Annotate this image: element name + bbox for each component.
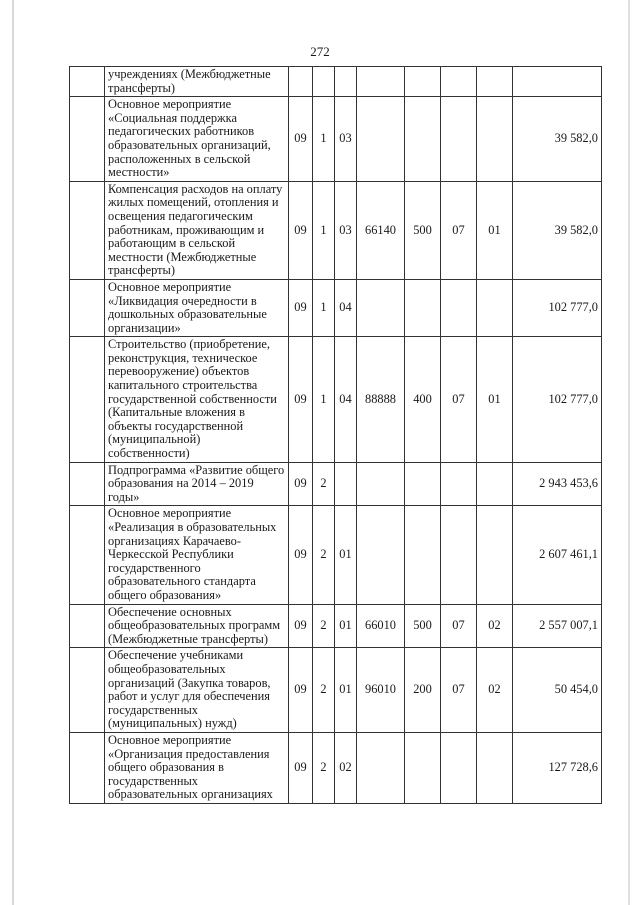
cell-code-1: 09 xyxy=(289,279,313,336)
table-row xyxy=(70,462,602,506)
cell-code-3: 03 xyxy=(335,97,357,182)
cell-code-4: 66140 xyxy=(357,181,405,279)
cell-code-7: 01 xyxy=(477,337,513,462)
cell-amount: 102 777,0 xyxy=(513,279,602,336)
cell-code-7 xyxy=(477,279,513,336)
scan-edge-right xyxy=(628,0,630,905)
cell-amount: 39 582,0 xyxy=(513,97,602,182)
row-name: Основное мероприятие «Организация предоставления общего образования в государственных образовательных организациях xyxy=(105,732,289,803)
cell-code-4 xyxy=(357,462,405,506)
table-row xyxy=(70,279,602,336)
cell-code-6: 07 xyxy=(441,648,477,733)
cell-code-6: 07 xyxy=(441,337,477,462)
cell-code-5 xyxy=(405,506,441,604)
cell-code-4 xyxy=(357,279,405,336)
cell-code-1 xyxy=(289,67,313,97)
cell-code-1: 09 xyxy=(289,462,313,506)
cell-code-4 xyxy=(357,97,405,182)
cell-blank xyxy=(70,337,105,462)
table-row xyxy=(70,648,602,733)
budget-table xyxy=(69,66,602,804)
cell-blank xyxy=(70,97,105,182)
cell-blank xyxy=(70,506,105,604)
cell-code-3 xyxy=(335,67,357,97)
cell-code-7: 02 xyxy=(477,648,513,733)
table-row xyxy=(70,67,602,97)
row-name: Обеспечение основных общеобразовательных программ (Межбюджетные трансферты) xyxy=(105,604,289,648)
cell-code-2: 2 xyxy=(313,462,335,506)
cell-amount: 2 607 461,1 xyxy=(513,506,602,604)
cell-amount: 2 557 007,1 xyxy=(513,604,602,648)
cell-code-7: 01 xyxy=(477,181,513,279)
cell-blank xyxy=(70,279,105,336)
cell-blank xyxy=(70,181,105,279)
cell-code-5: 500 xyxy=(405,181,441,279)
cell-code-2: 2 xyxy=(313,648,335,733)
cell-code-5: 400 xyxy=(405,337,441,462)
cell-amount xyxy=(513,67,602,97)
cell-code-7 xyxy=(477,732,513,803)
cell-code-1: 09 xyxy=(289,604,313,648)
cell-code-5 xyxy=(405,732,441,803)
row-name: Обеспечение учебниками общеобразовательных организаций (Закупка товаров, работ и услуг для обеспечения государственных (муниципальных) нужд) xyxy=(105,648,289,733)
cell-code-4 xyxy=(357,67,405,97)
cell-code-7 xyxy=(477,97,513,182)
row-name: учреждениях (Межбюджетные трансферты) xyxy=(105,67,289,97)
row-name: Строительство (приобретение, реконструкция, техническое перевооружение) объектов капитального строительства государственной собственности (Капитальные вложения в объекты государственной (муниципальной) собственности) xyxy=(105,337,289,462)
cell-code-5: 200 xyxy=(405,648,441,733)
cell-code-2: 1 xyxy=(313,181,335,279)
cell-code-4: 96010 xyxy=(357,648,405,733)
table-body xyxy=(70,67,602,804)
row-name: Основное мероприятие «Социальная поддержка педагогических работников образовательных организаций, расположенных в сельской местности» xyxy=(105,97,289,182)
cell-code-5 xyxy=(405,97,441,182)
cell-code-1: 09 xyxy=(289,97,313,182)
table-row xyxy=(70,604,602,648)
cell-code-6 xyxy=(441,462,477,506)
cell-code-4 xyxy=(357,506,405,604)
cell-code-2: 2 xyxy=(313,604,335,648)
cell-code-1: 09 xyxy=(289,732,313,803)
cell-code-7: 02 xyxy=(477,604,513,648)
cell-code-2: 2 xyxy=(313,732,335,803)
cell-code-4: 88888 xyxy=(357,337,405,462)
cell-code-3: 01 xyxy=(335,506,357,604)
cell-code-4 xyxy=(357,732,405,803)
cell-code-5 xyxy=(405,279,441,336)
cell-code-4: 66010 xyxy=(357,604,405,648)
cell-code-6 xyxy=(441,506,477,604)
row-name: Подпрограмма «Развитие общего образования на 2014 – 2019 годы» xyxy=(105,462,289,506)
cell-code-5 xyxy=(405,67,441,97)
table-row xyxy=(70,732,602,803)
cell-code-6: 07 xyxy=(441,181,477,279)
row-name: Основное мероприятие «Ликвидация очередности в дошкольных образовательные организации» xyxy=(105,279,289,336)
cell-code-3: 02 xyxy=(335,732,357,803)
table-row xyxy=(70,506,602,604)
cell-code-1: 09 xyxy=(289,506,313,604)
cell-code-7 xyxy=(477,67,513,97)
cell-code-6: 07 xyxy=(441,604,477,648)
table-row xyxy=(70,337,602,462)
cell-code-5 xyxy=(405,462,441,506)
cell-code-2: 1 xyxy=(313,279,335,336)
cell-code-3: 03 xyxy=(335,181,357,279)
cell-amount: 39 582,0 xyxy=(513,181,602,279)
cell-amount: 2 943 453,6 xyxy=(513,462,602,506)
cell-blank xyxy=(70,67,105,97)
cell-code-3: 04 xyxy=(335,337,357,462)
row-name: Основное мероприятие «Реализация в образовательных организациях Карачаево-Черкесской Республики государственного образовательного стандарта общего образования» xyxy=(105,506,289,604)
cell-blank xyxy=(70,462,105,506)
cell-blank xyxy=(70,648,105,733)
table-row xyxy=(70,97,602,182)
scan-edge-left xyxy=(12,0,14,905)
cell-code-6 xyxy=(441,732,477,803)
cell-amount: 102 777,0 xyxy=(513,337,602,462)
cell-code-5: 500 xyxy=(405,604,441,648)
row-name: Компенсация расходов на оплату жилых помещений, отопления и освещения педагогическим работникам, проживающим и работающим в сельской местности (Межбюджетные трансферты) xyxy=(105,181,289,279)
cell-code-1: 09 xyxy=(289,337,313,462)
cell-code-6 xyxy=(441,67,477,97)
cell-code-6 xyxy=(441,279,477,336)
cell-code-2: 1 xyxy=(313,337,335,462)
cell-code-3: 01 xyxy=(335,648,357,733)
cell-code-7 xyxy=(477,462,513,506)
cell-amount: 50 454,0 xyxy=(513,648,602,733)
cell-code-3: 04 xyxy=(335,279,357,336)
cell-code-2 xyxy=(313,67,335,97)
cell-code-1: 09 xyxy=(289,181,313,279)
cell-amount: 127 728,6 xyxy=(513,732,602,803)
cell-code-3 xyxy=(335,462,357,506)
page-number: 272 xyxy=(310,44,330,59)
cell-code-1: 09 xyxy=(289,648,313,733)
cell-code-2: 1 xyxy=(313,97,335,182)
cell-blank xyxy=(70,604,105,648)
table-row xyxy=(70,181,602,279)
cell-code-2: 2 xyxy=(313,506,335,604)
cell-code-6 xyxy=(441,97,477,182)
cell-code-3: 01 xyxy=(335,604,357,648)
cell-blank xyxy=(70,732,105,803)
cell-code-7 xyxy=(477,506,513,604)
